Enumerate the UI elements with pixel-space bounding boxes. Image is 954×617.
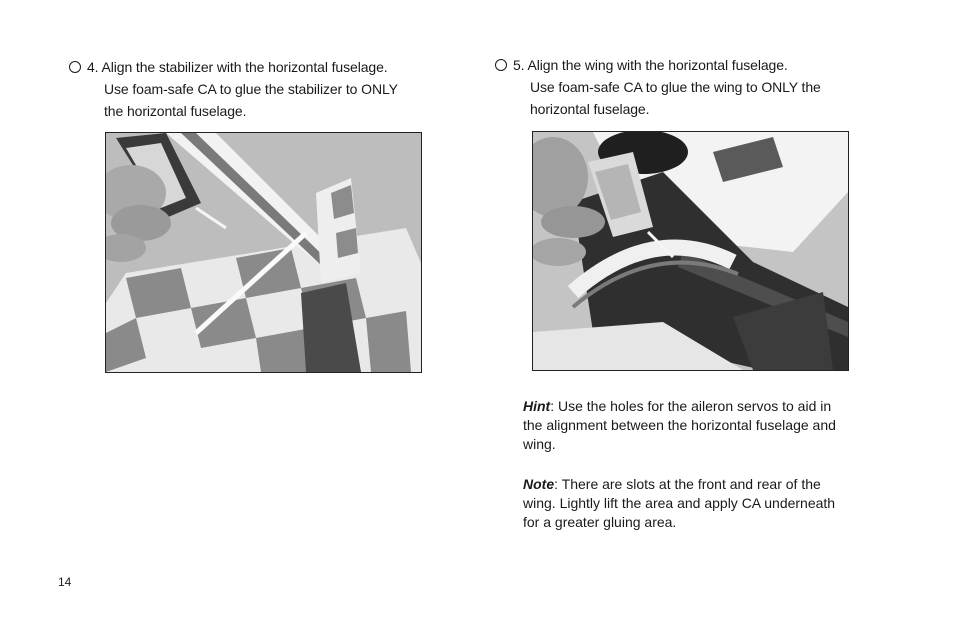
note-text: : There are slots at the front and rear of the wing. Lightly lift the area and apply CA underneath for a greater gluing area.: [523, 476, 836, 530]
note-paragraph: [523, 475, 843, 532]
step-checkbox-icon[interactable]: [69, 61, 81, 73]
page-number: 14: [58, 575, 72, 589]
step-5-line-2: Use foam-safe CA to glue the wing to ONLY the: [530, 79, 821, 95]
note-label: Note: [523, 476, 555, 492]
hint-text: : Use the holes for the aileron servos to aid in the alignment between the horizontal fuselage and wing.: [523, 398, 836, 452]
step-5-line-1: 5. Align the wing with the horizontal fuselage.: [513, 57, 788, 73]
step-5-line-3: horizontal fuselage.: [530, 101, 650, 117]
wing-gluing-photo: [532, 131, 849, 371]
step-4-line-2: Use foam-safe CA to glue the stabilizer to ONLY: [104, 81, 398, 97]
hint-paragraph: [523, 397, 843, 454]
stabilizer-gluing-photo: [105, 132, 422, 373]
step-4-line-3: the horizontal fuselage.: [104, 103, 247, 119]
step-4-line-1: 4. Align the stabilizer with the horizontal fuselage.: [87, 59, 388, 75]
step-5-instruction: [513, 54, 821, 120]
hint-label: Hint: [523, 398, 551, 414]
step-4-instruction: [87, 56, 398, 122]
step-checkbox-icon[interactable]: [495, 59, 507, 71]
